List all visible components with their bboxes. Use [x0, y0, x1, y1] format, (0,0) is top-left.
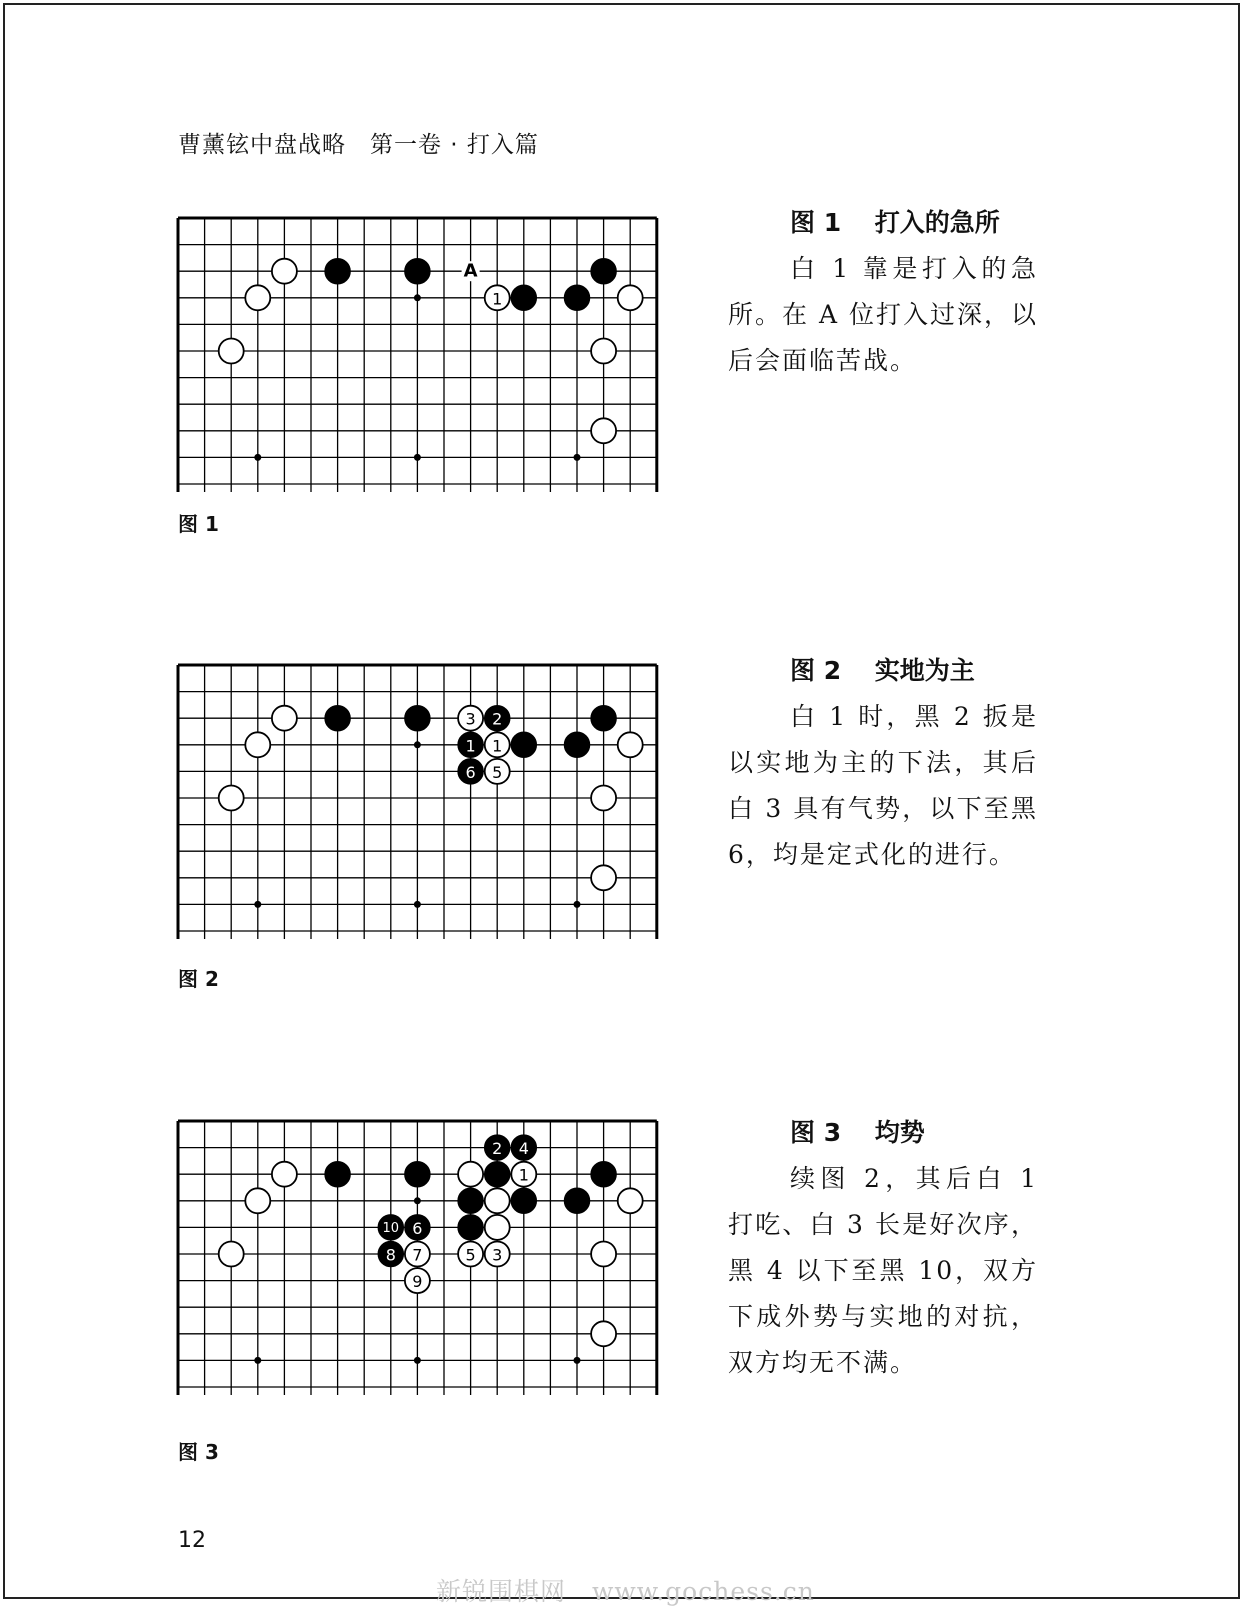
black-stone — [511, 1188, 536, 1213]
black-stone — [405, 259, 430, 284]
move-number: 5 — [492, 762, 503, 782]
white-stone — [591, 418, 616, 443]
black-stone — [591, 259, 616, 284]
star-point — [574, 1357, 581, 1364]
white-stone — [485, 732, 510, 757]
white-stone — [272, 706, 297, 731]
watermark: 新锐围棋网 www.gochess.cn — [436, 1577, 815, 1606]
black-stone — [325, 1162, 350, 1187]
move-number: 1 — [492, 736, 503, 756]
star-point — [574, 454, 581, 461]
black-stone — [591, 1162, 616, 1187]
white-stone — [405, 1268, 430, 1293]
white-stone — [618, 1188, 643, 1213]
black-stone — [565, 1188, 590, 1213]
move-number: 3 — [492, 1245, 503, 1265]
go-board-diagram-3 — [176, 1118, 676, 1398]
white-stone — [219, 786, 244, 811]
white-stone — [458, 706, 483, 731]
white-stone — [458, 1242, 483, 1267]
black-stone — [511, 285, 536, 310]
black-stone — [458, 732, 483, 757]
black-stone — [485, 706, 510, 731]
figure-label-1: 图 1 — [178, 512, 219, 536]
star-point — [254, 901, 261, 908]
black-stone — [405, 706, 430, 731]
white-stone — [591, 1242, 616, 1267]
black-stone — [325, 259, 350, 284]
move-number: 4 — [518, 1139, 529, 1159]
white-stone — [485, 1215, 510, 1240]
black-stone — [485, 1135, 510, 1160]
move-number: 1 — [518, 1165, 529, 1185]
white-stone — [618, 285, 643, 310]
star-point — [414, 741, 421, 748]
black-stone — [378, 1242, 403, 1267]
board-marker-label: A — [463, 260, 478, 282]
white-stone — [245, 1188, 270, 1213]
white-stone — [485, 1242, 510, 1267]
white-stone — [618, 732, 643, 757]
star-point — [414, 294, 421, 301]
star-point — [254, 1357, 261, 1364]
white-stone — [485, 285, 510, 310]
black-stone — [511, 1135, 536, 1160]
commentary-text-3: 续图 2，其后白 1 打吃、白 3 长是好次序，黑 4 以下至黑 10，双方下成外势与实地的对抗，双方均无不满。 — [728, 1164, 1038, 1377]
white-stone — [219, 339, 244, 364]
running-head: 曹薰铉中盘战略 第一卷 · 打入篇 — [178, 132, 539, 158]
move-number: 2 — [492, 1139, 503, 1159]
black-stone — [565, 732, 590, 757]
star-point — [414, 901, 421, 908]
move-number: 9 — [412, 1272, 423, 1292]
go-board-diagram-1 — [176, 215, 676, 495]
white-stone — [405, 1242, 430, 1267]
black-stone — [458, 1215, 483, 1240]
move-number: 6 — [412, 1218, 423, 1238]
white-stone — [591, 865, 616, 890]
star-point — [574, 901, 581, 908]
black-stone — [458, 1188, 483, 1213]
commentary-1 — [728, 200, 1038, 384]
black-stone — [325, 706, 350, 731]
star-point — [414, 454, 421, 461]
move-number: 6 — [465, 762, 476, 782]
commentary-text-1: 白 1 靠是打入的急所。在 A 位打入过深，以后会面临苦战。 — [728, 254, 1038, 375]
move-number: 1 — [465, 736, 476, 756]
black-stone — [565, 285, 590, 310]
white-stone — [458, 1162, 483, 1187]
white-stone — [591, 786, 616, 811]
white-stone — [591, 1321, 616, 1346]
move-number: 8 — [385, 1245, 396, 1265]
figure-label-3: 图 3 — [178, 1440, 219, 1464]
commentary-title-2: 图 2 实地为主 — [790, 656, 975, 685]
black-stone — [458, 759, 483, 784]
black-stone — [378, 1215, 403, 1240]
commentary-3 — [728, 1110, 1038, 1386]
white-stone — [272, 1162, 297, 1187]
white-stone — [272, 259, 297, 284]
white-stone — [591, 339, 616, 364]
move-number: 7 — [412, 1245, 423, 1265]
black-stone — [511, 732, 536, 757]
commentary-title-3: 图 3 均势 — [790, 1118, 925, 1147]
star-point — [254, 454, 261, 461]
black-stone — [485, 1162, 510, 1187]
commentary-title-1: 图 1 打入的急所 — [790, 208, 1000, 237]
white-stone — [485, 1188, 510, 1213]
figure-label-2: 图 2 — [178, 967, 219, 991]
star-point — [414, 1197, 421, 1204]
move-number: 2 — [492, 709, 503, 729]
black-stone — [405, 1215, 430, 1240]
black-stone — [591, 706, 616, 731]
move-number: 1 — [492, 289, 503, 309]
commentary-text-2: 白 1 时，黑 2 扳是以实地为主的下法，其后白 3 具有气势，以下至黑 6，均是定式化的进行。 — [728, 702, 1038, 869]
star-point — [414, 1357, 421, 1364]
go-board-diagram-2 — [176, 662, 676, 942]
white-stone — [245, 285, 270, 310]
move-number: 3 — [465, 709, 476, 729]
black-stone — [405, 1162, 430, 1187]
commentary-2 — [728, 648, 1038, 878]
white-stone — [485, 759, 510, 784]
white-stone — [219, 1242, 244, 1267]
move-number: 10 — [382, 1220, 400, 1236]
white-stone — [245, 732, 270, 757]
page-number: 12 — [178, 1528, 206, 1553]
white-stone — [511, 1162, 536, 1187]
move-number: 5 — [465, 1245, 476, 1265]
